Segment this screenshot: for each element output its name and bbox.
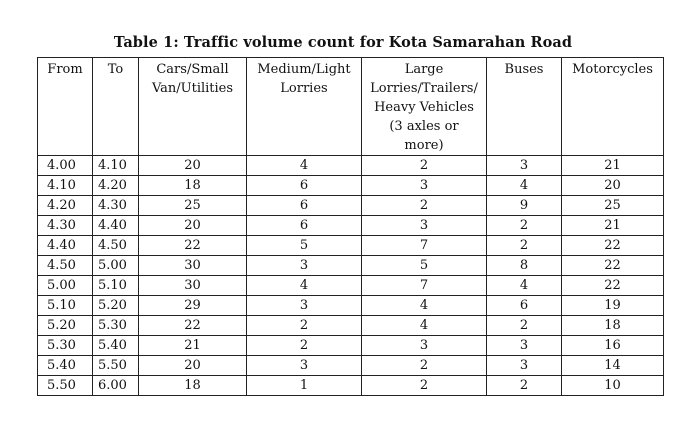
cell-large: 4 <box>362 316 487 336</box>
table-body <box>38 156 664 396</box>
cell-large: 7 <box>362 236 487 256</box>
column-header-to <box>93 58 139 156</box>
cell-buses: 9 <box>487 196 562 216</box>
table-row <box>38 376 664 396</box>
column-header-line: Heavy Vehicles <box>374 100 474 115</box>
cell-medium: 4 <box>247 156 362 176</box>
cell-medium: 3 <box>247 256 362 276</box>
cell-motorcycles: 14 <box>562 356 664 376</box>
table-row <box>38 316 664 336</box>
cell-cars: 30 <box>139 276 247 296</box>
cell-to: 4.50 <box>93 236 139 256</box>
cell-from: 4.10 <box>38 176 93 196</box>
column-header-motorcycles <box>562 58 664 156</box>
cell-from: 4.00 <box>38 156 93 176</box>
cell-cars: 18 <box>139 176 247 196</box>
table-row <box>38 336 664 356</box>
cell-buses: 8 <box>487 256 562 276</box>
table-row <box>38 256 664 276</box>
cell-buses: 2 <box>487 236 562 256</box>
table-row <box>38 276 664 296</box>
cell-motorcycles: 21 <box>562 156 664 176</box>
table-row <box>38 296 664 316</box>
cell-to: 5.10 <box>93 276 139 296</box>
cell-motorcycles: 21 <box>562 216 664 236</box>
cell-motorcycles: 20 <box>562 176 664 196</box>
cell-buses: 3 <box>487 336 562 356</box>
table-row <box>38 236 664 256</box>
column-header-line: Motorcycles <box>572 62 653 77</box>
cell-motorcycles: 18 <box>562 316 664 336</box>
cell-buses: 3 <box>487 356 562 376</box>
cell-medium: 6 <box>247 196 362 216</box>
cell-from: 5.10 <box>38 296 93 316</box>
cell-to: 4.30 <box>93 196 139 216</box>
cell-cars: 29 <box>139 296 247 316</box>
cell-medium: 3 <box>247 356 362 376</box>
cell-cars: 21 <box>139 336 247 356</box>
cell-to: 4.20 <box>93 176 139 196</box>
cell-buses: 6 <box>487 296 562 316</box>
cell-large: 4 <box>362 296 487 316</box>
cell-from: 5.50 <box>38 376 93 396</box>
cell-to: 5.40 <box>93 336 139 356</box>
column-header-line: Medium/Light <box>257 62 351 77</box>
cell-from: 4.40 <box>38 236 93 256</box>
cell-motorcycles: 19 <box>562 296 664 316</box>
cell-medium: 3 <box>247 296 362 316</box>
column-header-line: Lorries <box>280 81 328 96</box>
cell-large: 2 <box>362 376 487 396</box>
cell-from: 5.00 <box>38 276 93 296</box>
column-header-from <box>38 58 93 156</box>
cell-cars: 18 <box>139 376 247 396</box>
cell-large: 3 <box>362 216 487 236</box>
cell-large: 2 <box>362 196 487 216</box>
header-row <box>38 58 664 156</box>
column-header-line: Van/Utilities <box>151 81 234 96</box>
cell-from: 5.40 <box>38 356 93 376</box>
cell-medium: 4 <box>247 276 362 296</box>
cell-to: 6.00 <box>93 376 139 396</box>
cell-from: 5.30 <box>38 336 93 356</box>
cell-from: 5.20 <box>38 316 93 336</box>
column-header-line: Cars/Small <box>156 62 229 77</box>
cell-buses: 2 <box>487 316 562 336</box>
cell-motorcycles: 16 <box>562 336 664 356</box>
cell-buses: 4 <box>487 176 562 196</box>
table-row <box>38 356 664 376</box>
cell-cars: 25 <box>139 196 247 216</box>
cell-motorcycles: 25 <box>562 196 664 216</box>
cell-buses: 2 <box>487 216 562 236</box>
cell-motorcycles: 22 <box>562 236 664 256</box>
cell-buses: 3 <box>487 156 562 176</box>
cell-to: 5.00 <box>93 256 139 276</box>
cell-buses: 4 <box>487 276 562 296</box>
cell-medium: 5 <box>247 236 362 256</box>
cell-large: 2 <box>362 156 487 176</box>
cell-medium: 2 <box>247 316 362 336</box>
cell-from: 4.30 <box>38 216 93 236</box>
cell-from: 4.50 <box>38 256 93 276</box>
cell-to: 4.10 <box>93 156 139 176</box>
column-header-medium <box>247 58 362 156</box>
cell-motorcycles: 22 <box>562 256 664 276</box>
traffic-volume-table <box>37 57 664 396</box>
cell-cars: 20 <box>139 356 247 376</box>
cell-large: 7 <box>362 276 487 296</box>
cell-large: 5 <box>362 256 487 276</box>
cell-to: 5.50 <box>93 356 139 376</box>
table-row <box>38 216 664 236</box>
table-row <box>38 196 664 216</box>
column-header-line: From <box>47 62 83 77</box>
cell-motorcycles: 10 <box>562 376 664 396</box>
table-row <box>38 176 664 196</box>
column-header-line: Lorries/Trailers/ <box>370 81 478 96</box>
cell-motorcycles: 22 <box>562 276 664 296</box>
cell-cars: 30 <box>139 256 247 276</box>
cell-from: 4.20 <box>38 196 93 216</box>
table-row <box>38 156 664 176</box>
column-header-line: more) <box>404 138 444 153</box>
cell-to: 5.30 <box>93 316 139 336</box>
cell-large: 3 <box>362 336 487 356</box>
column-header-line: Large <box>404 62 444 77</box>
column-header-line: To <box>107 62 124 77</box>
table-caption: Table 1: Traffic volume count for Kota Samarahan Road <box>113 34 573 51</box>
cell-medium: 6 <box>247 216 362 236</box>
cell-to: 5.20 <box>93 296 139 316</box>
cell-cars: 22 <box>139 236 247 256</box>
cell-to: 4.40 <box>93 216 139 236</box>
cell-large: 3 <box>362 176 487 196</box>
table-header <box>38 58 664 156</box>
cell-cars: 20 <box>139 156 247 176</box>
cell-medium: 1 <box>247 376 362 396</box>
cell-medium: 6 <box>247 176 362 196</box>
column-header-buses <box>487 58 562 156</box>
cell-cars: 22 <box>139 316 247 336</box>
column-header-line: (3 axles or <box>389 119 459 134</box>
cell-buses: 2 <box>487 376 562 396</box>
cell-cars: 20 <box>139 216 247 236</box>
cell-large: 2 <box>362 356 487 376</box>
column-header-line: Buses <box>504 62 544 77</box>
column-header-cars <box>139 58 247 156</box>
cell-medium: 2 <box>247 336 362 356</box>
column-header-large <box>362 58 487 156</box>
